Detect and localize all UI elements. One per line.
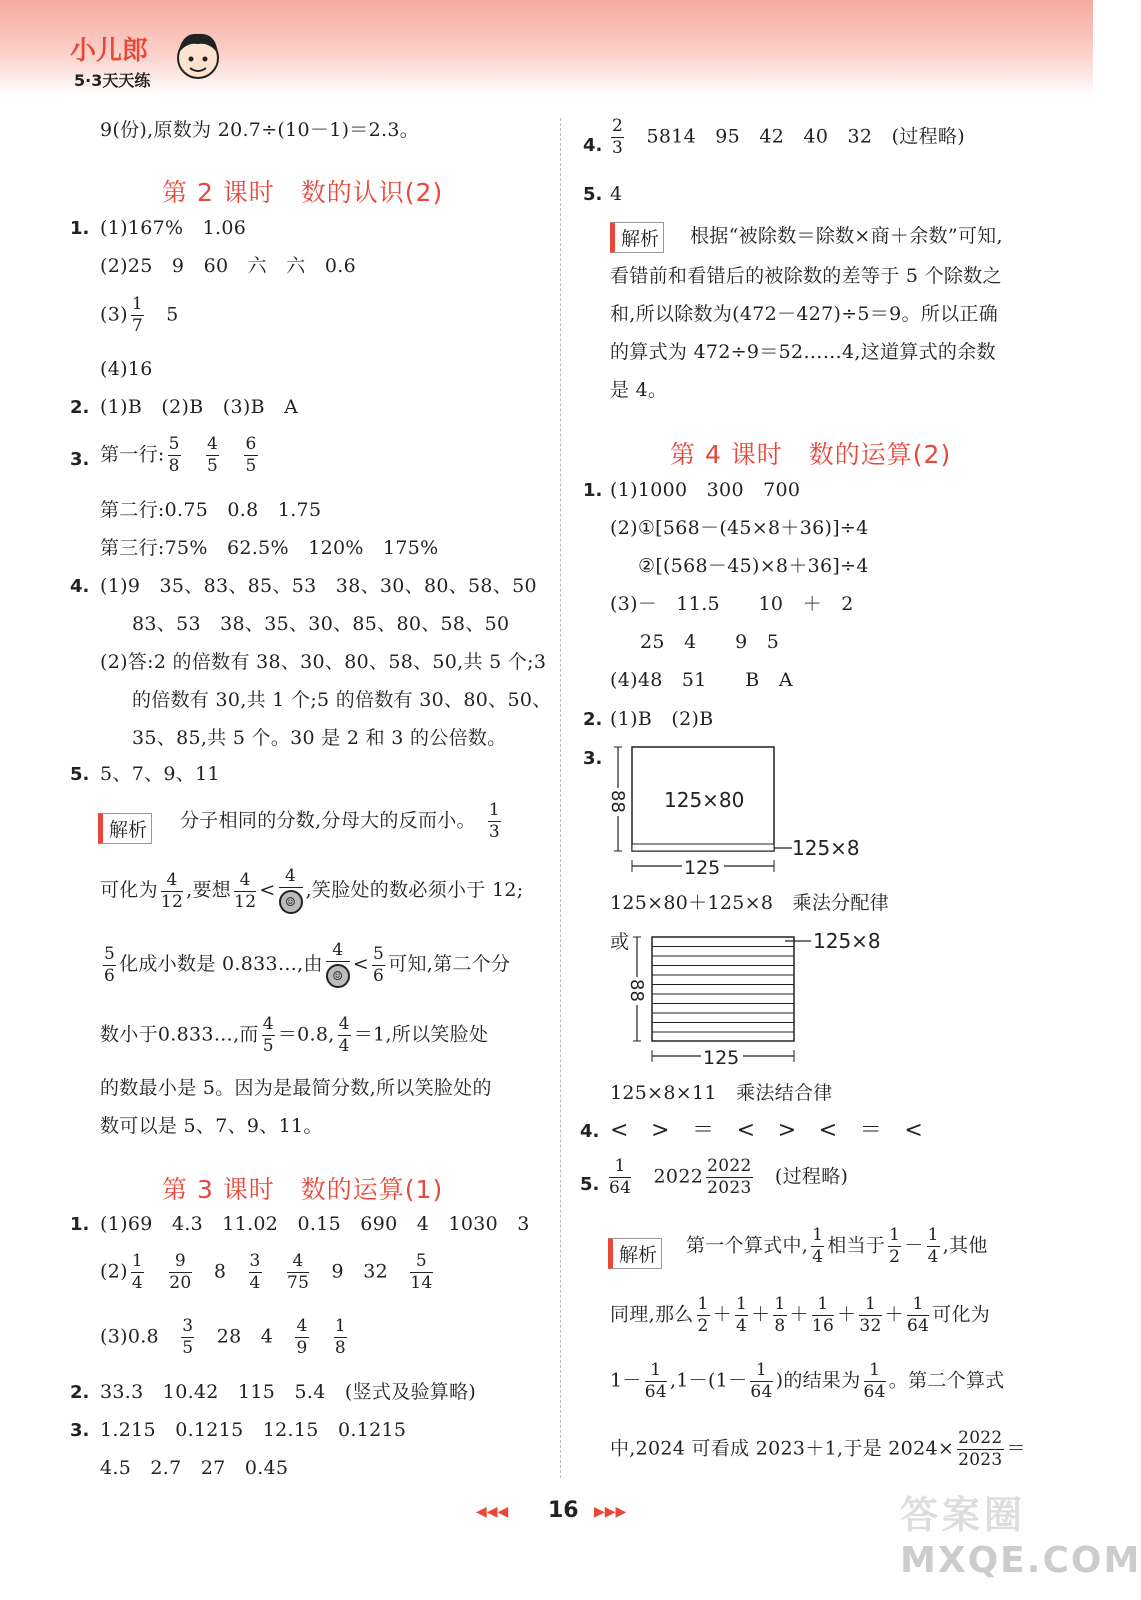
analysis-line: $\frac{5}{6}$ 化成小数是 0.833…,由 $\frac{4}{☺}$ < $\frac{5}{6}$ 可知,第二个分 — [100, 942, 510, 988]
fig1-right-label: 125×8 — [792, 836, 860, 860]
q-number: 4. — [70, 576, 90, 597]
section-title-2: 第 2 课时 数的认识(2) — [162, 178, 444, 207]
analysis-line: 数小于0.833…,而 $\frac{4}{5}$ ＝0.8, $\frac{4}{4}$ ＝1,所以笑脸处 — [100, 1014, 489, 1056]
fig2-bottom-label: 125 — [703, 1047, 740, 1069]
answer-line: 1.215 0.1215 12.15 0.1215 — [100, 1419, 407, 1441]
q-number: 1. — [583, 480, 603, 501]
answer-line: (4)16 — [100, 358, 153, 380]
answer-line: 或 — [610, 931, 630, 953]
answer-line: 第三行:75% 62.5% 120% 175% — [100, 537, 439, 559]
answer-line: (3)－ 11.5 10 ＋ 2 — [610, 593, 854, 615]
answer-line: $\frac{1}{64}$ 2022 $\frac{2022}{2023}$ (过程略) — [609, 1156, 849, 1198]
fig1-label: 125×80 — [664, 788, 745, 812]
analysis-line: 中,2024 可看成 2023＋1,于是 2024× $\frac{2022}{2023}$ ＝ — [610, 1428, 1026, 1470]
answer-line: (1)1000 300 700 — [610, 479, 801, 501]
intro-line: 9(份),原数为 20.7÷(10－1)＝2.3。 — [100, 119, 420, 141]
answer-line: 第一行: $\frac{5}{8}$ $\frac{4}{5}$ $\frac{6}{5}$ — [100, 434, 257, 476]
watermark-top: 答案圈 — [900, 1493, 1027, 1537]
smiley-face-icon: ☺ — [326, 964, 350, 988]
answer-line: 33.3 10.42 115 5.4 (竖式及验算略) — [100, 1381, 477, 1403]
q-number: 2. — [70, 397, 90, 418]
q-number: 5. — [580, 1174, 600, 1195]
q-number: 2. — [583, 709, 603, 730]
answer-line: 125×8×11 乘法结合律 — [610, 1082, 833, 1104]
answer-line: (1)167% 1.06 — [100, 217, 247, 239]
smiley-face-icon: ☺ — [279, 890, 303, 914]
answer-line: (2)25 9 60 六 六 0.6 — [100, 255, 356, 277]
answer-line: (2)①[568－(45×8＋36)]÷4 — [610, 517, 869, 539]
q-number: 3. — [583, 748, 603, 769]
answer-line: (1)B (2)B — [610, 708, 714, 730]
analysis-line: 看错前和看错后的被除数的差等于 5 个除数之 — [610, 265, 1002, 287]
analysis-line: 第一个算式中, $\frac{1}{4}$ 相当于 $\frac{1}{2}$ － $\frac{1}{4}$ ,其他 — [686, 1225, 988, 1267]
q-number: 1. — [70, 218, 90, 239]
answer-line: 的倍数有 30,共 1 个;5 的倍数有 30、80、50、 — [132, 689, 552, 711]
analysis-line: 的算式为 472÷9＝52……4,这道算式的余数 — [610, 341, 996, 363]
answer-line: $\frac{2}{3}$ 5814 95 42 40 32 (过程略) — [612, 116, 965, 158]
watermark: MXQE.COM — [900, 1540, 1141, 1581]
q-number: 5. — [70, 764, 90, 785]
analysis-line: 是 4。 — [610, 379, 668, 401]
analysis-line: 数可以是 5、7、9、11。 — [100, 1115, 323, 1137]
analysis-line: 分子相同的分数,分母大的反而小。 $\frac{1}{3}$ — [180, 800, 500, 842]
answer-line: 5、7、9、11 — [100, 763, 220, 785]
answer-line: (2) $\frac{1}{4}$ $\frac{9}{20}$ 8 $\frac{3}{4}$ $\frac{4}{75}$ 9 32 $\frac{5}{14}$ — [100, 1251, 433, 1293]
q-number: 4. — [583, 135, 603, 156]
answer-line: (3)0.8 $\frac{3}{5}$ 28 4 $\frac{4}{9}$ $\frac{1}{8}$ — [100, 1316, 347, 1358]
analysis-line: 根据“被除数＝除数×商＋余数”可知, — [690, 225, 1003, 247]
answer-line: (4)48 51 B A — [610, 669, 793, 691]
section-title-3: 第 3 课时 数的运算(1) — [162, 1175, 444, 1204]
answer-line: 83、53 38、35、30、85、80、58、50 — [132, 613, 510, 635]
fig2-side-label: 88 — [626, 979, 647, 1002]
q-number: 2. — [70, 1382, 90, 1403]
fig2-right-label: 125×8 — [813, 929, 881, 953]
fig1-bottom-label: 125 — [684, 857, 721, 879]
analysis-line: 的数最小是 5。因为是最简分数,所以笑脸处的 — [100, 1077, 492, 1099]
q-number: 4. — [580, 1121, 600, 1142]
analysis-line: 1－ $\frac{1}{64}$ ,1－(1－ $\frac{1}{64}$ )的结果为 $\frac{1}{64}$ 。第二个算式 — [610, 1360, 1005, 1402]
q-number: 5. — [583, 184, 603, 205]
area-diagram-2 — [625, 925, 895, 1073]
analysis-line: 可化为 $\frac{4}{12}$ ,要想 $\frac{4}{12}$ < $\frac{4}{☺}$ ,笑脸处的数必须小于 12; — [100, 868, 523, 914]
header-band — [0, 0, 1093, 96]
next-arrows-icon: ▶▶▶ — [594, 1504, 627, 1520]
area-diagram-1 — [600, 740, 890, 880]
answer-line: 125×80＋125×8 乘法分配律 — [610, 892, 890, 914]
answer-line: (2)答:2 的倍数有 38、30、80、58、50,共 5 个;3 — [100, 651, 547, 673]
answer-line: (1)B (2)B (3)B A — [100, 396, 299, 418]
analysis-tag: 解析 — [608, 1238, 662, 1269]
answer-line: (3) $\frac{1}{7}$ 5 — [100, 294, 179, 336]
analysis-line: 同理,那么 $\frac{1}{2}$ ＋ $\frac{1}{4}$ ＋ $\frac{1}{8}$ ＋ $\frac{1}{16}$ ＋ $\frac{1}{32}$ ＋ $\frac{1}{64}$ 可化为 — [610, 1294, 991, 1336]
fig1-side-label: 88 — [607, 790, 628, 813]
brand-logo: 小儿郎 — [70, 36, 149, 66]
answer-line: < > ＝ < > < ＝ < — [610, 1118, 924, 1143]
answer-line: 4 — [610, 183, 623, 205]
answer-line: 25 4 9 5 — [640, 631, 780, 653]
q-number: 3. — [70, 1420, 90, 1441]
section-title-4: 第 4 课时 数的运算(2) — [670, 440, 952, 469]
answer-line: (1)9 35、83、85、53 38、30、80、58、50 — [100, 575, 537, 597]
page-number: 16 — [548, 1498, 579, 1523]
analysis-tag: 解析 — [98, 813, 152, 844]
mascot-icon — [172, 28, 224, 92]
answer-line: ②[(568－45)×8＋36]÷4 — [638, 555, 869, 577]
q-number: 1. — [70, 1214, 90, 1235]
column-divider — [560, 118, 561, 1478]
prev-arrows-icon: ◀◀◀ — [476, 1504, 509, 1520]
answer-line: 第二行:0.75 0.8 1.75 — [100, 499, 322, 521]
answer-line: (1)69 4.3 11.02 0.15 690 4 1030 3 — [100, 1213, 530, 1235]
answer-line: 4.5 2.7 27 0.45 — [100, 1457, 289, 1479]
answer-line: 35、85,共 5 个。30 是 2 和 3 的公倍数。 — [132, 727, 507, 749]
analysis-tag: 解析 — [610, 222, 664, 253]
q-number: 3. — [70, 449, 90, 470]
analysis-line: 和,所以除数为(472－427)÷5＝9。所以正确 — [610, 303, 998, 325]
brand-subtitle: 5·3天天练 — [74, 71, 151, 90]
